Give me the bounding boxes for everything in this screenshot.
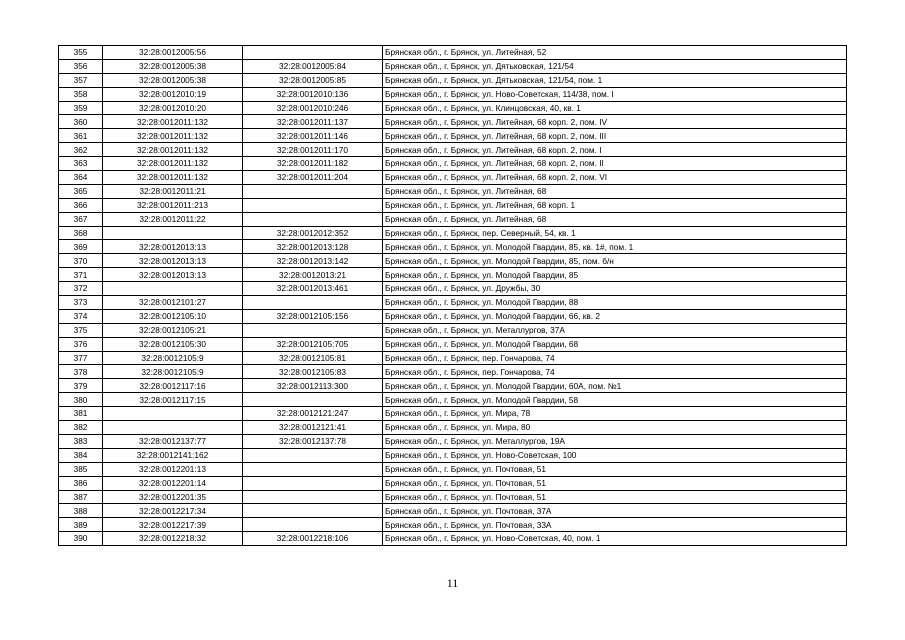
cadastral-number-cell: 32:28:0012101:27 (103, 296, 243, 310)
row-number-cell: 367 (59, 212, 103, 226)
cadastral-number-cell: 32:28:0012010:19 (103, 87, 243, 101)
row-number-cell: 388 (59, 504, 103, 518)
building-cadastral-number-cell: 32:28:0012005:85 (243, 73, 383, 87)
building-cadastral-number-cell: 32:28:0012105:156 (243, 309, 383, 323)
row-number-cell: 369 (59, 240, 103, 254)
address-cell: Брянская обл., г. Брянск, ул. Мира, 78 (383, 407, 847, 421)
table-row (59, 337, 847, 351)
cadastral-number-cell: 32:28:0012011:22 (103, 212, 243, 226)
row-number-cell: 376 (59, 337, 103, 351)
cadastral-number-cell: 32:28:0012137:77 (103, 434, 243, 448)
building-cadastral-number-cell (243, 184, 383, 198)
building-cadastral-number-cell (243, 518, 383, 532)
building-cadastral-number-cell (243, 504, 383, 518)
cadastral-number-cell: 32:28:0012117:15 (103, 393, 243, 407)
table-row (59, 518, 847, 532)
row-number-cell: 366 (59, 198, 103, 212)
building-cadastral-number-cell: 32:28:0012011:170 (243, 143, 383, 157)
building-cadastral-number-cell: 32:28:0012011:146 (243, 129, 383, 143)
building-cadastral-number-cell: 32:28:0012105:83 (243, 365, 383, 379)
building-cadastral-number-cell: 32:28:0012011:204 (243, 171, 383, 185)
table-row (59, 212, 847, 226)
row-number-cell: 360 (59, 115, 103, 129)
cadastral-number-cell: 32:28:0012105:21 (103, 323, 243, 337)
table-row (59, 407, 847, 421)
registry-table-body (59, 46, 847, 546)
address-cell: Брянская обл., г. Брянск, ул. Молодой Гвардии, 85, пом. б/н (383, 254, 847, 268)
address-cell: Брянская обл., г. Брянск, ул. Молодой Гвардии, 85 (383, 268, 847, 282)
building-cadastral-number-cell: 32:28:0012013:21 (243, 268, 383, 282)
building-cadastral-number-cell (243, 448, 383, 462)
cadastral-number-cell: 32:28:0012201:13 (103, 462, 243, 476)
address-cell: Брянская обл., г. Брянск, ул. Литейная, 68 (383, 212, 847, 226)
table-row (59, 296, 847, 310)
address-cell: Брянская обл., г. Брянск, ул. Почтовая, 51 (383, 476, 847, 490)
address-cell: Брянская обл., г. Брянск, ул. Почтовая, 33А (383, 518, 847, 532)
building-cadastral-number-cell (243, 476, 383, 490)
address-cell: Брянская обл., г. Брянск, ул. Ново-Советская, 100 (383, 448, 847, 462)
page-number: 11 (446, 576, 459, 590)
address-cell: Брянская обл., г. Брянск, ул. Литейная, 52 (383, 46, 847, 60)
address-cell: Брянская обл., г. Брянск, ул. Молодой Гвардии, 85, кв. 1#, пом. 1 (383, 240, 847, 254)
row-number-cell: 377 (59, 351, 103, 365)
table-row (59, 115, 847, 129)
row-number-cell: 370 (59, 254, 103, 268)
row-number-cell: 380 (59, 393, 103, 407)
cadastral-number-cell: 32:28:0012013:13 (103, 240, 243, 254)
table-row (59, 171, 847, 185)
address-cell: Брянская обл., г. Брянск, ул. Дружбы, 30 (383, 282, 847, 296)
cadastral-number-cell: 32:28:0012013:13 (103, 254, 243, 268)
row-number-cell: 374 (59, 309, 103, 323)
row-number-cell: 381 (59, 407, 103, 421)
cadastral-number-cell (103, 226, 243, 240)
building-cadastral-number-cell (243, 212, 383, 226)
table-row (59, 59, 847, 73)
cadastral-number-cell: 32:28:0012201:14 (103, 476, 243, 490)
cadastral-number-cell (103, 407, 243, 421)
table-row (59, 448, 847, 462)
table-row (59, 323, 847, 337)
cadastral-number-cell: 32:28:0012010:20 (103, 101, 243, 115)
row-number-cell: 365 (59, 184, 103, 198)
row-number-cell: 358 (59, 87, 103, 101)
building-cadastral-number-cell: 32:28:0012105:81 (243, 351, 383, 365)
row-number-cell: 378 (59, 365, 103, 379)
address-cell: Брянская обл., г. Брянск, ул. Молодой Гвардии, 88 (383, 296, 847, 310)
cadastral-number-cell (103, 421, 243, 435)
address-cell: Брянская обл., г. Брянск, ул. Дятьковская, 121/54 (383, 59, 847, 73)
cadastral-number-cell: 32:28:0012201:35 (103, 490, 243, 504)
building-cadastral-number-cell: 32:28:0012121:41 (243, 421, 383, 435)
building-cadastral-number-cell: 32:28:0012012:352 (243, 226, 383, 240)
row-number-cell: 382 (59, 421, 103, 435)
address-cell: Брянская обл., г. Брянск, ул. Молодой Гвардии, 60А, пом. №1 (383, 379, 847, 393)
building-cadastral-number-cell (243, 393, 383, 407)
table-row (59, 421, 847, 435)
table-row (59, 490, 847, 504)
address-cell: Брянская обл., г. Брянск, ул. Литейная, 68 корп. 1 (383, 198, 847, 212)
row-number-cell: 368 (59, 226, 103, 240)
row-number-cell: 375 (59, 323, 103, 337)
cadastral-number-cell: 32:28:0012217:39 (103, 518, 243, 532)
building-cadastral-number-cell: 32:28:0012137:78 (243, 434, 383, 448)
cadastral-number-cell: 32:28:0012217:34 (103, 504, 243, 518)
table-row (59, 101, 847, 115)
row-number-cell: 363 (59, 157, 103, 171)
table-row (59, 268, 847, 282)
address-cell: Брянская обл., г. Брянск, ул. Ново-Советская, 114/38, пом. I (383, 87, 847, 101)
table-row (59, 198, 847, 212)
building-cadastral-number-cell (243, 323, 383, 337)
cadastral-number-cell: 32:28:0012105:30 (103, 337, 243, 351)
building-cadastral-number-cell: 32:28:0012013:142 (243, 254, 383, 268)
address-cell: Брянская обл., г. Брянск, ул. Металлургов, 37А (383, 323, 847, 337)
building-cadastral-number-cell (243, 198, 383, 212)
cadastral-number-cell: 32:28:0012218:32 (103, 532, 243, 546)
table-row (59, 226, 847, 240)
cadastral-number-cell: 32:28:0012011:132 (103, 115, 243, 129)
table-row (59, 365, 847, 379)
address-cell: Брянская обл., г. Брянск, ул. Молодой Гвардии, 68 (383, 337, 847, 351)
table-row (59, 143, 847, 157)
address-cell: Брянская обл., г. Брянск, ул. Литейная, 68 корп. 2, пом. VI (383, 171, 847, 185)
table-row (59, 46, 847, 60)
cadastral-number-cell: 32:28:0012105:9 (103, 365, 243, 379)
table-row (59, 462, 847, 476)
table-row (59, 532, 847, 546)
cadastral-number-cell: 32:28:0012005:38 (103, 59, 243, 73)
building-cadastral-number-cell: 32:28:0012011:137 (243, 115, 383, 129)
table-row (59, 282, 847, 296)
cadastral-number-cell (103, 282, 243, 296)
address-cell: Брянская обл., г. Брянск, ул. Почтовая, 51 (383, 462, 847, 476)
building-cadastral-number-cell: 32:28:0012010:136 (243, 87, 383, 101)
table-row (59, 379, 847, 393)
row-number-cell: 386 (59, 476, 103, 490)
row-number-cell: 372 (59, 282, 103, 296)
table-row (59, 351, 847, 365)
address-cell: Брянская обл., г. Брянск, ул. Литейная, 68 корп. 2, пом. IV (383, 115, 847, 129)
table-row (59, 73, 847, 87)
building-cadastral-number-cell: 32:28:0012121:247 (243, 407, 383, 421)
row-number-cell: 387 (59, 490, 103, 504)
row-number-cell: 357 (59, 73, 103, 87)
cadastral-number-cell: 32:28:0012117:16 (103, 379, 243, 393)
cadastral-number-cell: 32:28:0012005:56 (103, 46, 243, 60)
row-number-cell: 383 (59, 434, 103, 448)
row-number-cell: 362 (59, 143, 103, 157)
address-cell: Брянская обл., г. Брянск, ул. Металлургов, 19А (383, 434, 847, 448)
building-cadastral-number-cell (243, 46, 383, 60)
address-cell: Брянская обл., г. Брянск, ул. Молодой Гвардии, 66, кв. 2 (383, 309, 847, 323)
cadastral-number-cell: 32:28:0012011:213 (103, 198, 243, 212)
table-row (59, 393, 847, 407)
table-row (59, 157, 847, 171)
building-cadastral-number-cell (243, 462, 383, 476)
address-cell: Брянская обл., г. Брянск, ул. Литейная, 68 (383, 184, 847, 198)
building-cadastral-number-cell: 32:28:0012010:246 (243, 101, 383, 115)
row-number-cell: 364 (59, 171, 103, 185)
table-row (59, 309, 847, 323)
address-cell: Брянская обл., г. Брянск, ул. Клинцовская, 40, кв. 1 (383, 101, 847, 115)
address-cell: Брянская обл., г. Брянск, ул. Ново-Советская, 40, пом. 1 (383, 532, 847, 546)
address-cell: Брянская обл., г. Брянск, ул. Почтовая, 51 (383, 490, 847, 504)
row-number-cell: 384 (59, 448, 103, 462)
cadastral-number-cell: 32:28:0012141:162 (103, 448, 243, 462)
table-row (59, 476, 847, 490)
table-row (59, 434, 847, 448)
address-cell: Брянская обл., г. Брянск, ул. Литейная, 68 корп. 2, пом. II (383, 157, 847, 171)
address-cell: Брянская обл., г. Брянск, пер. Гончарова, 74 (383, 351, 847, 365)
address-cell: Брянская обл., г. Брянск, ул. Почтовая, 37А (383, 504, 847, 518)
building-cadastral-number-cell: 32:28:0012218:106 (243, 532, 383, 546)
row-number-cell: 379 (59, 379, 103, 393)
address-cell: Брянская обл., г. Брянск, ул. Литейная, 68 корп. 2, пом. I (383, 143, 847, 157)
table-row (59, 254, 847, 268)
table-row (59, 184, 847, 198)
cadastral-number-cell: 32:28:0012011:132 (103, 157, 243, 171)
address-cell: Брянская обл., г. Брянск, ул. Мира, 80 (383, 421, 847, 435)
row-number-cell: 385 (59, 462, 103, 476)
building-cadastral-number-cell: 32:28:0012011:182 (243, 157, 383, 171)
row-number-cell: 389 (59, 518, 103, 532)
cadastral-number-cell: 32:28:0012011:132 (103, 143, 243, 157)
building-cadastral-number-cell: 32:28:0012013:128 (243, 240, 383, 254)
building-cadastral-number-cell: 32:28:0012113:300 (243, 379, 383, 393)
cadastral-number-cell: 32:28:0012005:38 (103, 73, 243, 87)
address-cell: Брянская обл., г. Брянск, ул. Дятьковская, 121/54, пом. 1 (383, 73, 847, 87)
property-registry-table (58, 45, 847, 546)
row-number-cell: 355 (59, 46, 103, 60)
cadastral-number-cell: 32:28:0012105:10 (103, 309, 243, 323)
row-number-cell: 371 (59, 268, 103, 282)
row-number-cell: 361 (59, 129, 103, 143)
cadastral-number-cell: 32:28:0012105:9 (103, 351, 243, 365)
table-row (59, 129, 847, 143)
table-row (59, 504, 847, 518)
building-cadastral-number-cell (243, 490, 383, 504)
building-cadastral-number-cell (243, 296, 383, 310)
table-row (59, 87, 847, 101)
building-cadastral-number-cell: 32:28:0012013:461 (243, 282, 383, 296)
row-number-cell: 359 (59, 101, 103, 115)
building-cadastral-number-cell: 32:28:0012105:705 (243, 337, 383, 351)
row-number-cell: 356 (59, 59, 103, 73)
cadastral-number-cell: 32:28:0012013:13 (103, 268, 243, 282)
row-number-cell: 373 (59, 296, 103, 310)
cadastral-number-cell: 32:28:0012011:132 (103, 171, 243, 185)
address-cell: Брянская обл., г. Брянск, ул. Молодой Гвардии, 58 (383, 393, 847, 407)
cadastral-number-cell: 32:28:0012011:132 (103, 129, 243, 143)
cadastral-number-cell: 32:28:0012011:21 (103, 184, 243, 198)
address-cell: Брянская обл., г. Брянск, ул. Литейная, 68 корп. 2, пом. III (383, 129, 847, 143)
address-cell: Брянская обл., г. Брянск, пер. Гончарова, 74 (383, 365, 847, 379)
building-cadastral-number-cell: 32:28:0012005:84 (243, 59, 383, 73)
address-cell: Брянская обл., г. Брянск, пер. Северный, 54, кв. 1 (383, 226, 847, 240)
table-row (59, 240, 847, 254)
row-number-cell: 390 (59, 532, 103, 546)
